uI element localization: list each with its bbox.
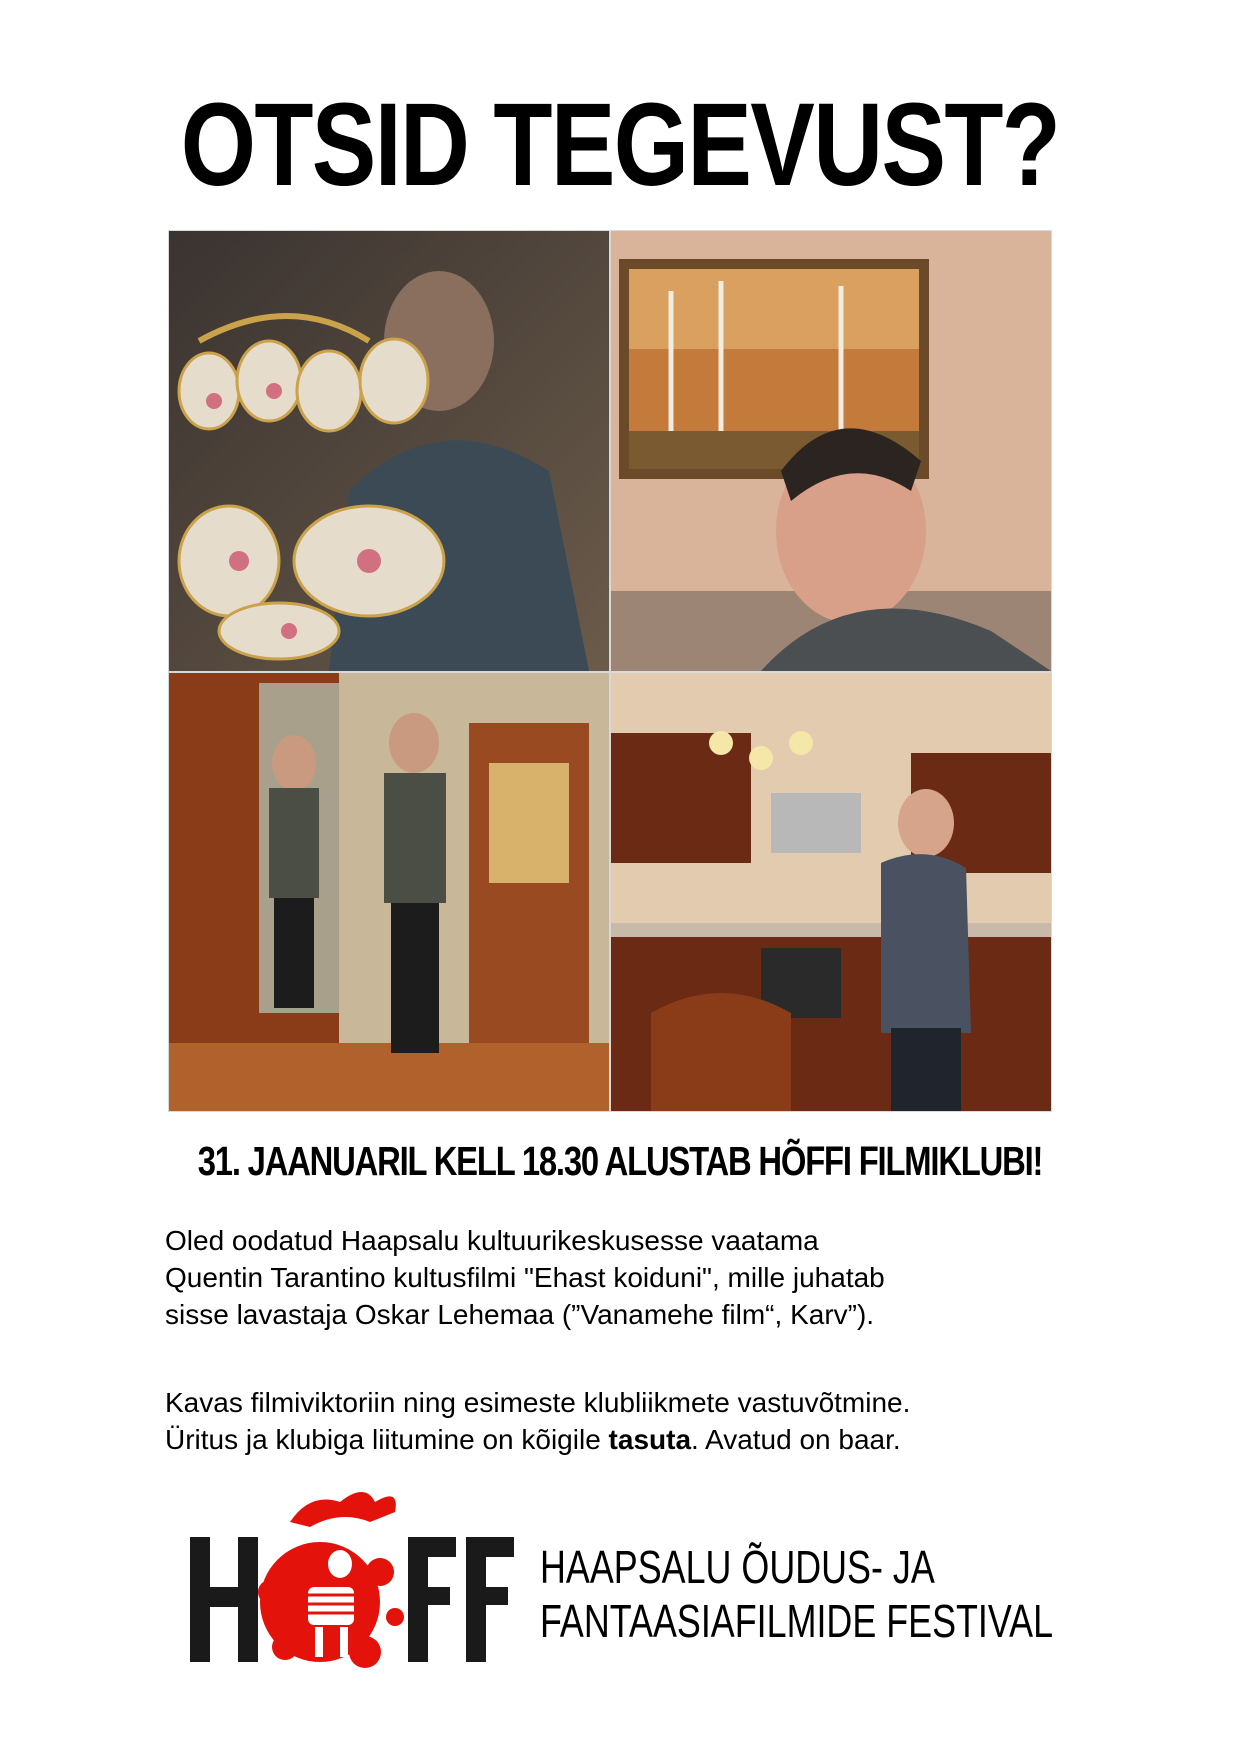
tea-set-window-photo bbox=[168, 230, 610, 672]
festival-name bbox=[540, 1540, 1053, 1648]
festival-name-line-1: HAAPSALU ÕUDUS- JA bbox=[540, 1541, 935, 1593]
program-line-2-start: Üritus ja klubiga liitumine on kõigile bbox=[165, 1424, 609, 1455]
event-announcement: 31. JAANUARIL KELL 18.30 ALUSTAB HÕFFI FILMIKLUBI! bbox=[197, 1138, 1043, 1184]
painting-profile-photo bbox=[610, 230, 1052, 672]
hoff-logo bbox=[190, 1482, 520, 1682]
headline: OTSID TEGEVUST? bbox=[180, 79, 1060, 211]
mirror-hallway-photo bbox=[168, 672, 610, 1112]
invitation-line-3: sisse lavastaja Oskar Lehemaa (”Vanamehe film“, Karv”). bbox=[165, 1299, 875, 1330]
program-line-1: Kavas filmiviktoriin ning esimeste klubliikmete vastuvõtmine. bbox=[165, 1387, 911, 1418]
program-line-2-end: . Avatud on baar. bbox=[691, 1424, 901, 1455]
free-emphasis: tasuta bbox=[608, 1424, 692, 1455]
festival-name-line-2: FANTAASIAFILMIDE FESTIVAL bbox=[540, 1595, 1054, 1647]
invitation-paragraph bbox=[165, 1222, 1085, 1333]
invitation-line-2: Quentin Tarantino kultusfilmi "Ehast koiduni", mille juhatab bbox=[165, 1262, 885, 1293]
kitchen-photo bbox=[610, 672, 1052, 1112]
photo-collage bbox=[168, 230, 1050, 1110]
program-paragraph bbox=[165, 1384, 1085, 1458]
invitation-line-1: Oled oodatud Haapsalu kultuurikeskusesse vaatama bbox=[165, 1225, 819, 1256]
